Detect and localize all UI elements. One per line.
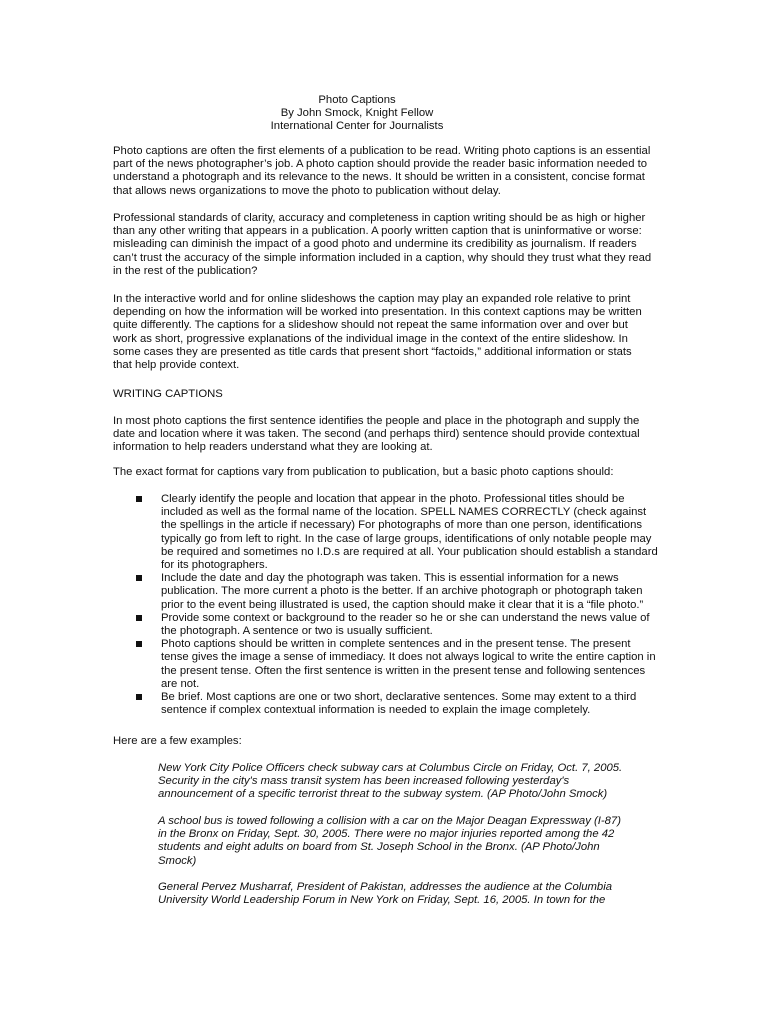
square-bullet-icon [136,615,142,621]
intro-paragraph: Photo captions are often the first elements of a publication to be read. Writing photo captions is an essential part of the news photographer’s job. A photo caption should provide the reader basic information needed to understand a photograph and its relevance to the news. It should be written in a consistent, concise format that allows news organizations to move the photo to publication without delay. [113,145,651,197]
list-item-text: Provide some context or background to the reader so he or she can understand the news value of the photograph. A sentence or two is usually sufficient. [161,611,650,638]
square-bullet-icon [136,694,142,700]
first-sentence-paragraph: In most photo captions the first sentence identifies the people and place in the photograph and supply the date and location where it was taken. The second (and perhaps third) sentence should provide contextual information to help readers understand what they are looking at. [113,415,640,454]
list-item-text: Be brief. Most captions are one or two short, declarative sentences. Some may extent to a third sentence if complex contextual information is needed to explain the image completely. [161,691,637,717]
example-caption-1: New York City Police Officers check subway cars at Columbus Circle on Friday, Oct. 7, 2005. Security in the city's mass transit system has been increased following yesterday's announcement of a specific terrorist threat to the subway system. (AP Photo/John Smock) [158,762,623,801]
document-title: Photo Captions [318,94,396,106]
list-item [113,638,658,691]
list-item [113,572,658,612]
organization-line: International Center for Journalists [270,120,444,133]
list-item-text: Clearly identify the people and location that appear in the photo. Professional titles should be included as well as the formal name of the location. SPELL NAMES CORRECTLY (check against the spellings in the article if necessary) For photographs of more than one person, identifications typically go from left to right. In the case of large groups, identifications of only notable people may be required and sometimes no I.D.s are required at all. Your publication should establish a standard for its photographers. [161,493,658,572]
section-heading: WRITING CAPTIONS [113,388,223,400]
examples-intro: Here are a few examples: [113,735,242,747]
caption-guidelines-list [113,493,658,717]
format-intro-paragraph: The exact format for captions vary from publication to publication, but a basic photo captions should: [113,466,614,478]
example-caption-2: A school bus is towed following a collision with a car on the Major Deagan Expressway (I-87) in the Bronx on Friday, Sept. 30, 2005. There were no major injuries reported among the 42 students and eight adults on board from St. Joseph School in the Bronx. (AP Photo/John Smock) [158,815,621,867]
square-bullet-icon [136,641,142,647]
example-caption-3: General Pervez Musharraf, President of Pakistan, addresses the audience at the Columbia University World Leadership Forum in New York on Friday, Sept. 16, 2005. In town for the [158,881,613,907]
square-bullet-icon [136,496,142,502]
square-bullet-icon [136,575,142,581]
list-item-text: Photo captions should be written in complete sentences and in the present tense. The present tense gives the image a sense of immediacy. It does not always logical to write the entire caption in the present tense. Often the first sentence is written in the present tense and following sentences are not. [161,638,656,690]
document-header [200,94,514,134]
list-item [113,691,658,717]
list-item [113,493,658,572]
list-item-text: Include the date and day the photograph was taken. This is essential information for a news publication. The more current a photo is the better. If an archive photograph or photograph taken prior to the event being illustrated is used, the caption should make it clear that it is a “file photo.” [161,572,644,611]
interactive-paragraph: In the interactive world and for online slideshows the caption may play an expanded role relative to print depending on how the information will be worked into presentation. In this context captions may be written quite differently. The captions for a slideshow should not repeat the same information over and over but work as short, progressive explanations of the individual image in the context of the entire slideshow. In some cases they are presented as title cards that present short “factoids,” additional information or stats that help provide context. [113,293,642,372]
list-item [113,612,658,638]
author-byline: By John Smock, Knight Fellow [280,107,434,120]
standards-paragraph: Professional standards of clarity, accuracy and completeness in caption writing should be as high or higher than any other writing that appears in a publication. A poorly written caption that is uninformative or worse: misleading can diminish the impact of a good photo and undermine its credibility as journalism. If readers can’t trust the accuracy of the simple information included in a caption, why should they trust what they read in the rest of the publication? [113,212,652,277]
